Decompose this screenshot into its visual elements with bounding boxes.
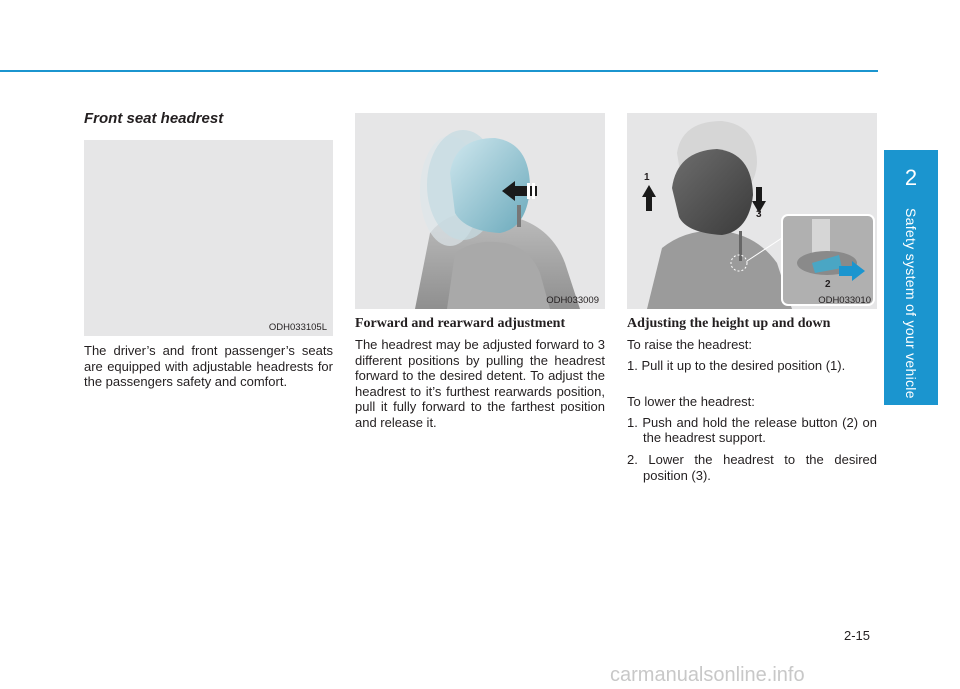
raise-intro: To raise the headrest: [627, 337, 753, 352]
figure-2 [355, 113, 605, 309]
col1-text [84, 343, 333, 399]
page-number: 2-15 [844, 628, 871, 643]
header-rule [0, 70, 878, 72]
figure-code: ODH033010 [818, 295, 871, 306]
intro-paragraph: The driver’s and front passenger’s seats are equipped with adjustable headrests for the passengers safety and comfort. [84, 343, 333, 390]
figure-code: ODH033009 [546, 295, 599, 306]
callout-2: 2 [825, 279, 831, 290]
lower-step-1: 1. Push and hold the release button (2) on the headrest support. [627, 414, 877, 446]
col3-text [627, 337, 877, 489]
headrest-height-illustration [627, 113, 877, 309]
figure-1 [84, 140, 333, 336]
lower-intro: To lower the headrest: [627, 394, 755, 410]
col2-text [355, 337, 605, 440]
figure-3 [627, 113, 877, 309]
watermark[interactable]: carmanualsonline.info [610, 664, 805, 686]
chapter-tab[interactable] [884, 150, 938, 405]
callout-3: 3 [756, 209, 762, 220]
headrest-forward-illustration [355, 113, 605, 309]
section-title: Front seat headrest [84, 110, 224, 127]
forward-rearward-heading: Forward and rearward adjustment [355, 316, 566, 331]
callout-1: 1 [644, 172, 650, 183]
forward-rearward-paragraph: The headrest may be adjusted forward to 3 different positions by pulling the headrest forward to the desired detent. To adjust the headrest to it’s furthest rearwards position, pull it fully forward to the farthest position and release it. [355, 337, 605, 430]
figure-code: ODH033105L [268, 322, 327, 333]
chapter-title: Safety system of your vehicle [903, 208, 919, 399]
chapter-number: 2 [904, 165, 918, 190]
raise-step-1: 1. Pull it up to the desired position (1). [627, 357, 846, 373]
lower-step-2: 2. Lower the headrest to the desired position (3). [627, 451, 877, 483]
height-adjust-heading: Adjusting the height up and down [627, 316, 831, 331]
